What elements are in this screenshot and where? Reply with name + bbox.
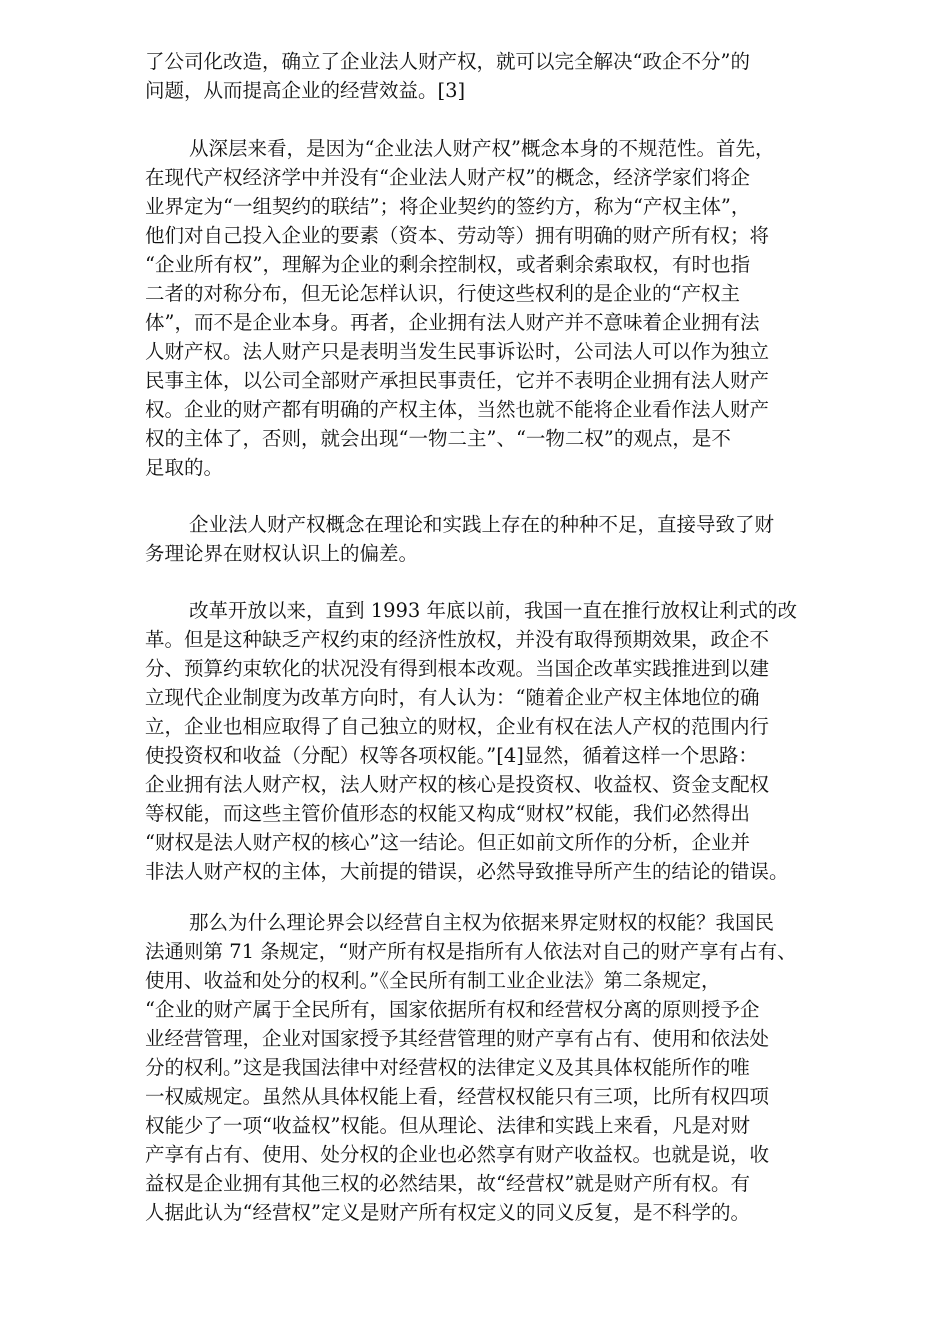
text-line: 那么为什么理论界会以经营自主权为依据来界定财权的权能？我国民 bbox=[189, 911, 775, 934]
text-line: 非法人财产权的主体，大前提的错误，必然导致推导所产生的结论的错误。 bbox=[145, 860, 789, 883]
text-line: 足取的。 bbox=[145, 456, 224, 479]
text-line: 益权是企业拥有其他三权的必然结果，故“经营权”就是财产所有权。有 bbox=[145, 1172, 750, 1195]
text-line: 立现代企业制度为改革方向时，有人认为：“随着企业产权主体地位的确 bbox=[145, 686, 760, 709]
text-line: 产享有占有、使用、处分权的企业也必然享有财产收益权。也就是说，收 bbox=[145, 1143, 770, 1166]
paragraph-3 bbox=[145, 510, 885, 568]
text-line: 了公司化改造，确立了企业法人财产权，就可以完全解决“政企不分”的 bbox=[145, 50, 750, 73]
text-line: 业界定为“一组契约的联结”；将企业契约的签约方，称为“产权主体”， bbox=[145, 195, 751, 218]
text-line: 人财产权。法人财产只是表明当发生民事诉讼时，公司法人可以作为独立 bbox=[145, 340, 770, 363]
text-line: 分的权利。”这是我国法律中对经营权的法律定义及其具体权能所作的唯 bbox=[145, 1056, 750, 1079]
text-line: “企业所有权”，理解为企业的剩余控制权，或者剩余索取权，有时也指 bbox=[145, 253, 750, 276]
text-line: 民事主体，以公司全部财产承担民事责任，它并不表明企业拥有法人财产 bbox=[145, 369, 770, 392]
text-line: 问题，从而提高企业的经营效益。[3] bbox=[145, 79, 466, 102]
text-line: 业经营管理，企业对国家授予其经营管理的财产享有占有、使用和依法处 bbox=[145, 1027, 770, 1050]
text-line: 在现代产权经济学中并没有“企业法人财产权”的概念，经济学家们将企 bbox=[145, 166, 750, 189]
text-line: 人据此认为“经营权”定义是财产所有权定义的同义反复，是不科学的。 bbox=[145, 1201, 750, 1224]
text-line: 企业拥有法人财产权，法人财产权的核心是投资权、收益权、资金支配权 bbox=[145, 773, 770, 796]
text-line: 一权威规定。虽然从具体权能上看，经营权权能只有三项，比所有权四项 bbox=[145, 1085, 770, 1108]
text-line: 等权能，而这些主管价值形态的权能又构成“财权”权能，我们必然得出 bbox=[145, 802, 750, 825]
text-line: 权能少了一项“收益权”权能。但从理论、法律和实践上来看，凡是对财 bbox=[145, 1114, 750, 1137]
text-line: 分、预算约束软化的状况没有得到根本改观。当国企改革实践推进到以建 bbox=[145, 657, 770, 680]
text-line: 改革开放以来，直到 1993 年底以前，我国一直在推行放权让利式的改 bbox=[189, 599, 798, 622]
text-line: “财权是法人财产权的核心”这一结论。但正如前文所作的分析，企业并 bbox=[145, 831, 750, 854]
paragraph-4 bbox=[145, 596, 885, 886]
text-line: 他们对自己投入企业的要素（资本、劳动等）拥有明确的财产所有权；将 bbox=[145, 224, 770, 247]
paragraph-1 bbox=[145, 47, 885, 105]
text-line: 企业法人财产权概念在理论和实践上存在的种种不足，直接导致了财 bbox=[189, 513, 775, 536]
text-line: 权。企业的财产都有明确的产权主体，当然也就不能将企业看作法人财产 bbox=[145, 398, 770, 421]
paragraph-2 bbox=[145, 134, 885, 482]
text-line: “企业的财产属于全民所有，国家依据所有权和经营权分离的原则授予企 bbox=[145, 998, 760, 1021]
text-line: 权的主体了，否则，就会出现“一物二主”、“一物二权”的观点，是不 bbox=[145, 427, 731, 450]
text-line: 革。但是这种缺乏产权约束的经济性放权，并没有取得预期效果，政企不 bbox=[145, 628, 770, 651]
text-line: 体”，而不是企业本身。再者，企业拥有法人财产并不意味着企业拥有法 bbox=[145, 311, 760, 334]
text-line: 从深层来看，是因为“企业法人财产权”概念本身的不规范性。首先， bbox=[189, 137, 775, 160]
text-line: 立，企业也相应取得了自己独立的财权，企业有权在法人产权的范围内行 bbox=[145, 715, 770, 738]
text-line: 二者的对称分布，但无论怎样认识，行使这些权利的是企业的“产权主 bbox=[145, 282, 740, 305]
text-line: 使投资权和收益（分配）权等各项权能。”[4]显然，循着这样一个思路： bbox=[145, 744, 758, 767]
text-line: 法通则第 71 条规定，“财产所有权是指所有人依法对自己的财产享有占有、 bbox=[145, 940, 797, 963]
text-line: 使用、收益和处分的权利。”《全民所有制工业企业法》第二条规定， bbox=[145, 969, 721, 992]
text-line: 务理论界在财权认识上的偏差。 bbox=[145, 542, 419, 565]
paragraph-5 bbox=[145, 908, 885, 1227]
